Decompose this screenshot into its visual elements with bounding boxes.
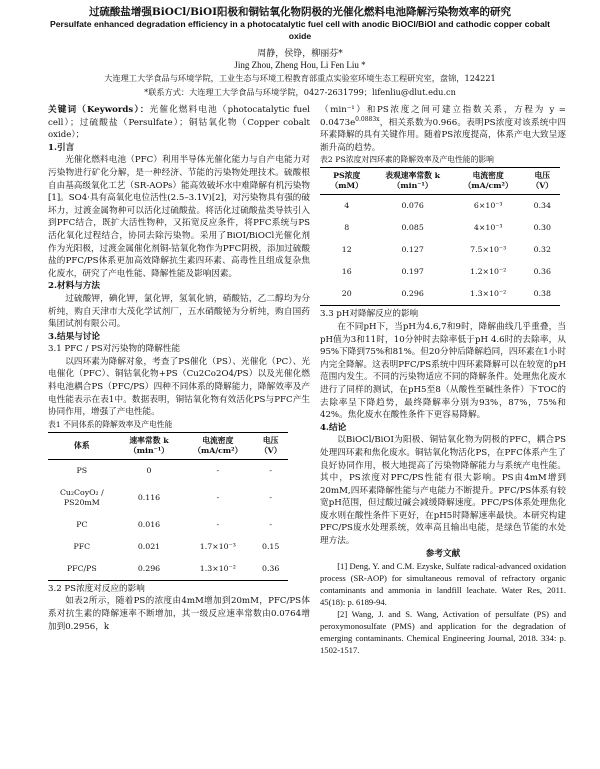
table-cell: 0.36 xyxy=(253,558,288,581)
table-cell: - xyxy=(216,519,220,529)
table-cell: - xyxy=(269,465,272,475)
table-2-row xyxy=(320,217,560,239)
reference-2: [2] Wang, J. and S. Wang, Activation of persulfate (PS) and peroxymonosulfate (PMS) and application for the degradation of emerging contaminants. Chemical Engineering Journal, 2018. 334: p. 1502-1517. xyxy=(320,609,566,656)
table-cell: - xyxy=(216,465,220,475)
table-1-header: 电压（V） xyxy=(253,432,288,459)
table-cell: 8 xyxy=(344,223,350,233)
table-cell: 0.197 xyxy=(401,267,424,277)
table-cell: 1.3×10⁻² xyxy=(182,558,253,581)
table-cell: 0.127 xyxy=(401,245,424,255)
table-2-row xyxy=(320,239,560,261)
affiliation: 大连理工大学食品与环境学院，工业生态与环境工程教育部重点实验室环境生态工程研究室，盘锦，124221 xyxy=(104,73,496,83)
table-2-header: 电流密度（mA/cm²） xyxy=(452,168,525,195)
table-2-row xyxy=(320,195,560,218)
table-2-caption: 表2 PS浓度对四环素的降解效率及产电性能的影响 xyxy=(320,155,494,165)
right-column xyxy=(320,104,566,656)
table-2 xyxy=(320,167,560,306)
table-cell: 4 xyxy=(344,201,350,211)
table-cell: 4×10⁻³ xyxy=(473,223,503,233)
table-2-header: 电压（V） xyxy=(525,168,560,195)
keywords-text: 光催化燃料电池（photocatalytic fuel cell）；过硫酸盐（Persulfate）；铜钴氧化物（Copper cobalt oxide）； xyxy=(48,105,310,141)
table-cell: 1.2×10⁻² xyxy=(470,267,507,277)
authors-cn: 周静，侯铮，柳丽芬* xyxy=(257,49,343,59)
table-1-header: 速率常数 k（min⁻¹） xyxy=(116,432,183,459)
table-cell: PS xyxy=(76,465,88,475)
table-cell: 0.116 xyxy=(137,492,161,502)
table-cell: PFC/PS xyxy=(48,558,116,581)
ph-paragraph: 在不同pH下，当pH为4.6,7和9时，降解曲线几乎重叠，当pH值为3和11时，10分钟时去除率低于pH 4.6时的去除率，从95%下降到75%和81%。但20分钟后降解趋同，四环素在1小时内完全降解。这表明PFC/PS系统中四环素降解可以在较宽的pH范围内发生。不同的污染物适应不同的降解条件。处理焦化废水进行了同样的测试，在pH5至8（从酸性至碱性条件）下TOC的去除率呈下降趋势，最终降解率分别为93%，87%，75%和42%。焦化废水在酸性条件下更容易降解。 xyxy=(320,321,566,421)
reference-1: [1] Deng, Y. and C.M. Ezyske, Sulfate radical-advanced oxidation process (SR-AOP) for simultaneous removal of refractory organic contaminants and ammonia in landfill leachate. Water Res, 2011. 45(18): p. 6189-94. xyxy=(320,561,566,608)
ps-paragraph-left: 如表2所示，随着PS的浓度由4mM增加到20mM，PFC/PS体系对抗生素的降解速率不断增加，其一级反应速率常数由0.0764增加到0.2956，k xyxy=(48,596,310,632)
section-4-heading: 4.结论 xyxy=(320,422,347,433)
table-cell: 12 xyxy=(341,245,352,255)
conclusion-paragraph: 以BiOCl/BiOI为阳极、铜钴氧化物为阴极的PFC，耦合PS处理四环素和焦化废水。铜钴氧化物活化PS，在PFC体系产生了良好协同作用，极大地提高了污染物降解能力与系统产电性能。其中，PS浓度对PFC/PS性能有很大影响。PS由4mM增到20mM,四环素降解性能与产电能力不断提升。PFC/PS体系有较宽pH范围，但过酸过碱会减缓降解速度。PFC/PS体系处理焦化废水则在酸性条件下更好，在pH5时降解速率最快。本研究构建PFC/PS废水处理系统，效率高且输出电能，是绿色节能的水处理方法。 xyxy=(320,435,566,547)
table-1-row xyxy=(48,536,288,558)
table-cell: 0.38 xyxy=(525,283,560,306)
keywords xyxy=(48,104,310,142)
table-1-row xyxy=(48,558,288,581)
table-cell: 1.7×10⁻³ xyxy=(199,541,236,551)
results-paragraph: 以四环素为降解对象，考查了PS催化（PS）、光催化（PC）、光电催化（PFC）、铜钴氧化物+PS（Cu2Co2O4/PS）以及光催化燃料电池耦合PS（PFC/PS）四种不同体系的降解能力，降解效率及产电性能表示在表1中。数据表明，铜钴氧化物有效活化PS与PFC产生协同作用，增强了产电性能。 xyxy=(48,356,310,418)
intro-paragraph: 光催化燃料电池（PFC）利用半导体光催化能力与自产电能力对污染物进行矿化分解，是一种经济、节能的污染物处理技术。硫酸根自由基高级氧化工艺（SR-AOPs）能高效破坏水中难降解有机污染物[1]。SO4·具有高氧化电位活性(2.5–3.1V)[2]，对污染物具有强的破坏力，过渡金属物种可以活化过硫酸盐。将活化过硫酸盐类导铁引入到PFC结合，既扩大活性物种，又拓宽反应条件，将PFC系统与PS活化氧化过程结合，协同去除污染物。采用了BiOI/BiOCl光催化剂作为光阳极，过渡金属催化剂铜-钴氧化物作为PFC阴极，添加过硫酸盐的PFC/PS体系更加高效降解抗生素四环素、高毒性且组成复杂焦化废水，研究了产电性能、降解性能及影响因素。 xyxy=(48,155,310,279)
table-cell: - xyxy=(269,492,272,502)
table-cell: 0.076 xyxy=(401,201,424,211)
table-1-header: 电流密度（mA/cm²） xyxy=(182,432,253,459)
table-cell: 0 xyxy=(146,465,152,475)
keywords-label: 关键词（Keywords）： xyxy=(48,105,150,115)
methods-paragraph: 过硫酸钾，碘化钾，氯化钾，氢氧化钠，硝酸钴，乙二醇均为分析纯，购自天津市大茂化学试剂厂，五水硝酸铋为分析纯，购自国药集团试剂有限公司。 xyxy=(48,293,310,330)
table-cell: 7.5×10⁻³ xyxy=(470,245,507,255)
table-cell: PC xyxy=(76,519,88,529)
table-1-row xyxy=(48,514,288,536)
table-1-header: 体系 xyxy=(48,432,116,459)
table-cell: 20 xyxy=(320,283,373,306)
section-3-2-heading: 3.2 PS浓度对反应的影响 xyxy=(48,583,145,594)
section-2-heading: 2.材料与方法 xyxy=(48,281,100,292)
table-2-header: PS浓度（mM） xyxy=(320,168,373,195)
table-cell: 0.016 xyxy=(137,519,161,529)
table-2-row xyxy=(320,283,560,306)
table-cell: 16 xyxy=(341,267,352,277)
table-cell: - xyxy=(269,519,272,529)
section-1-heading: 1.引言 xyxy=(48,142,75,153)
references-heading: 参考文献 xyxy=(425,548,461,559)
title-en: Persulfate enhanced degradation efficiency in a photocatalytic fuel cell with anodic BiOCl/BiOI and cathodic copper cobalt oxide xyxy=(50,19,550,41)
table-cell: - xyxy=(216,492,220,502)
table-2-header: 表观速率常数 k（min⁻¹） xyxy=(373,168,451,195)
table-cell: 0.085 xyxy=(401,223,424,233)
ps-equation-continued: ，相关系数为0.966。表明PS浓度对该系统中四环素降解的具有关键作用。随着PS浓度提高，体系产电大致呈逐渐升高的趋势。 xyxy=(320,117,566,153)
table-cell: 1.3×10⁻² xyxy=(452,283,525,306)
table-1-row xyxy=(48,482,288,514)
table-cell: PFC xyxy=(73,541,91,551)
table-1-row xyxy=(48,459,288,482)
section-3-3-heading: 3.3 pH对降解反应的影响 xyxy=(320,309,419,320)
table-cell: 0.021 xyxy=(137,541,161,551)
section-3-1-heading: 3.1 PFC / PS对污染物的降解性能 xyxy=(48,344,181,355)
section-3-heading: 3.结果与讨论 xyxy=(48,331,100,342)
table-cell: 0.36 xyxy=(533,267,551,277)
table-cell: 0.296 xyxy=(373,283,451,306)
title-cn: 过硫酸盐增强BiOCl/BiOI阳极和铜钴氧化物阴极的光催化燃料电池降解污染物效率的研究 xyxy=(88,6,512,18)
table-cell: 0.32 xyxy=(533,245,551,255)
table-2-row xyxy=(320,261,560,283)
table-cell: 0.296 xyxy=(116,558,183,581)
table-1-caption: 表1 不同体系的降解效率及产电性能 xyxy=(48,419,173,429)
ps-paragraph-right xyxy=(320,104,566,154)
left-column xyxy=(48,104,310,633)
contact-info: *联系方式：大连理工大学食品与环境学院，0427-2631799；lifenliu@dlut.edu.cn xyxy=(144,87,456,97)
table-cell: 0.34 xyxy=(533,201,551,211)
table-cell: 0.15 xyxy=(261,541,280,551)
authors-en: Jing Zhou, Zheng Hou, Li Fen Liu * xyxy=(234,60,366,70)
ps-equation-exponent: 0.0883x xyxy=(355,115,380,123)
ps-equation-text: （min⁻¹）和PS浓度之间可建立指数关系，方程为 y = 0.0473e xyxy=(320,105,566,128)
table-cell: 6×10⁻³ xyxy=(473,201,503,211)
table-cell: Cu₂CoyO₂ / PS20mM xyxy=(59,487,104,507)
table-1 xyxy=(48,432,288,581)
table-cell: 0.30 xyxy=(533,223,551,233)
